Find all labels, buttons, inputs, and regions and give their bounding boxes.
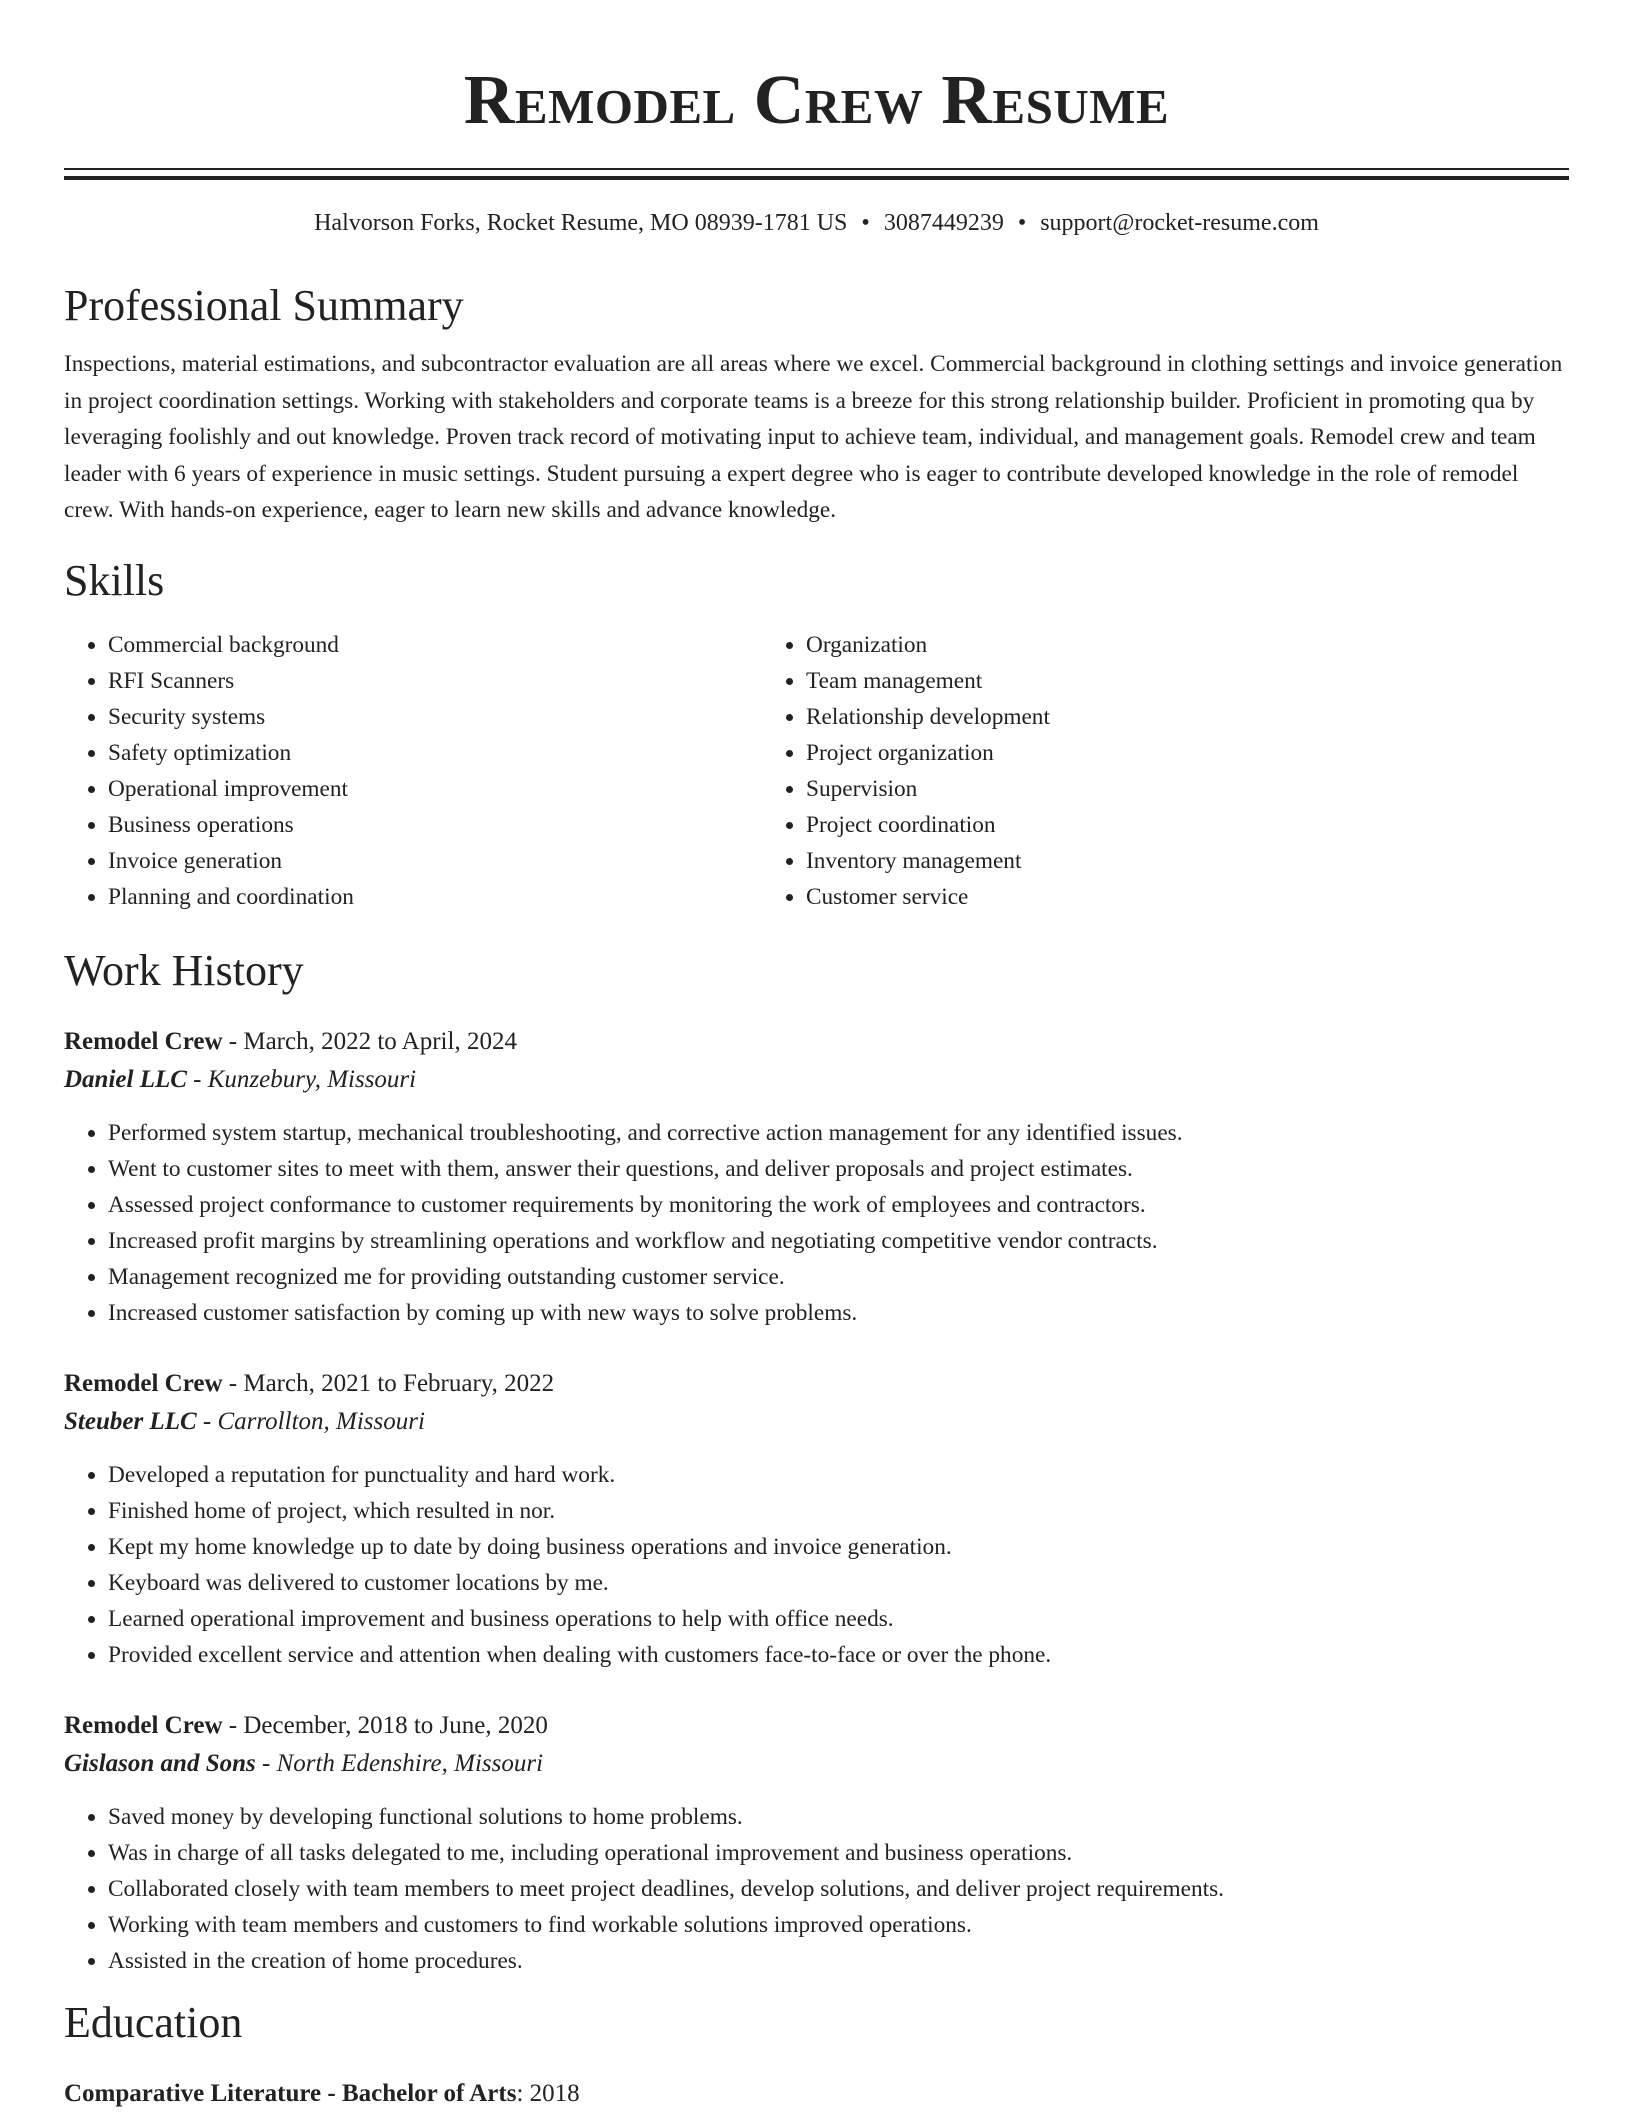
contact-address: Halvorson Forks, Rocket Resume, MO 08939-1781 US [314, 210, 848, 236]
skill-item: • Project organization [806, 735, 1462, 771]
job-bullet: • Increased profit margins by streamlining operations and workflow and negotiating competitive vendor contracts. [108, 1223, 1569, 1259]
resume-page [64, 0, 1569, 2113]
skill-item: • Invoice generation [108, 843, 762, 879]
summary-text: Inspections, material estimations, and subcontractor evaluation are all areas where we excel. Commercial background in clothing settings and invoice generation in project coordination settings. Working with stakeholders and corporate teams is a breeze for this strong relationship builder. Proficient in promoting qua by leveraging foolishly and out knowledge. Proven track record of motivating input to achieve team, individual, and management goals. Remodel crew and team leader with 6 years of experience in music settings. Student pursuing a expert degree who is eager to contribute developed knowledge in the role of remodel crew. With hands-on experience, eager to learn new skills and advance knowledge. [64, 351, 1563, 523]
work-history-heading: Work History [64, 945, 304, 995]
skill-item: • Relationship development [806, 699, 1462, 735]
education-entry: Comparative Literature - Bachelor of Arts: 2018 [64, 2079, 580, 2107]
job-bullet: • Keyboard was delivered to customer locations by me. [108, 1565, 1569, 1601]
job-bullet: • Assessed project conformance to customer requirements by monitoring the work of employees and contractors. [108, 1187, 1569, 1223]
skill-item: • Safety optimization [108, 735, 762, 771]
title-divider-thin [64, 168, 1569, 170]
company-line [64, 1403, 1569, 1441]
job-title-line [64, 1707, 1569, 1745]
job-title-line [64, 1023, 1569, 1061]
job-title: Remodel Crew [64, 1711, 223, 1739]
job-bullet: • Working with team members and customers to find workable solutions improved operations. [108, 1907, 1569, 1943]
job-title: Remodel Crew [64, 1027, 223, 1055]
skill-item: • Business operations [108, 807, 762, 843]
job-bullet: • Was in charge of all tasks delegated to me, including operational improvement and business operations. [108, 1835, 1569, 1871]
contact-separator: • [1017, 210, 1027, 236]
job-dates: - December, 2018 to June, 2020 [222, 1711, 548, 1739]
job-title: Remodel Crew [64, 1369, 223, 1397]
job-entry [64, 1707, 1569, 1979]
skill-item: • Supervision [806, 771, 1462, 807]
job-bullet: • Finished home of project, which resulted in nor. [108, 1493, 1569, 1529]
education-degree: Bachelor of Arts [341, 2079, 517, 2107]
job-entry [64, 1365, 1569, 1673]
company-location: - Carrollton, Missouri [196, 1407, 425, 1435]
skills-list [64, 627, 1569, 915]
company-name: Daniel LLC [64, 1065, 187, 1093]
job-bullet: • Learned operational improvement and business operations to help with office needs. [108, 1601, 1569, 1637]
job-dates: - March, 2022 to April, 2024 [222, 1027, 517, 1055]
job-bullet: • Kept my home knowledge up to date by doing business operations and invoice generation. [108, 1529, 1569, 1565]
contact-email: support@rocket-resume.com [1040, 210, 1319, 236]
job-title-line [64, 1365, 1569, 1403]
job-bullets [64, 1115, 1569, 1331]
contact-separator: • [861, 210, 870, 236]
job-bullet: • Assisted in the creation of home procedures. [108, 1943, 1569, 1979]
skill-item: • Organization [806, 627, 1462, 663]
company-name: Gislason and Sons [64, 1749, 256, 1777]
skill-item: • Operational improvement [108, 771, 762, 807]
job-bullets [64, 1457, 1569, 1673]
skills-heading: Skills [64, 555, 165, 605]
skill-item: • Security systems [108, 699, 762, 735]
skill-item: • Commercial background [108, 627, 762, 663]
skill-item: • Project coordination [806, 807, 1462, 843]
education-heading: Education [64, 1997, 243, 2047]
job-bullet: • Performed system startup, mechanical troubleshooting, and corrective action management for any identified issues. [108, 1115, 1569, 1151]
company-name: Steuber LLC [64, 1407, 197, 1435]
title-divider-thick [64, 176, 1569, 180]
job-bullets [64, 1799, 1569, 1979]
company-location: - Kunzebury, Missouri [186, 1065, 417, 1093]
contact-line [64, 208, 1569, 238]
skill-item: • Inventory management [806, 843, 1462, 879]
job-bullet: • Collaborated closely with team members to meet project deadlines, develop solutions, and deliver project requirements. [108, 1871, 1569, 1907]
skill-item: • Planning and coordination [108, 879, 762, 915]
resume-title: Remodel Crew Resume [463, 62, 1170, 139]
education-year: 2018 [529, 2079, 580, 2107]
skill-item: • Customer service [806, 879, 1462, 915]
job-bullet: • Management recognized me for providing outstanding customer service. [108, 1259, 1569, 1295]
education-field: Comparative Literature [64, 2079, 322, 2107]
company-line [64, 1061, 1569, 1099]
skill-item: • Team management [806, 663, 1462, 699]
job-bullet: • Saved money by developing functional solutions to home problems. [108, 1799, 1569, 1835]
company-location: - North Edenshire, Missouri [255, 1749, 544, 1777]
job-dates: - March, 2021 to February, 2022 [222, 1369, 555, 1397]
job-bullet: • Went to customer sites to meet with them, answer their questions, and deliver proposals and project estimates. [108, 1151, 1569, 1187]
job-bullet: • Increased customer satisfaction by coming up with new ways to solve problems. [108, 1295, 1569, 1331]
job-bullet: • Developed a reputation for punctuality and hard work. [108, 1457, 1569, 1493]
summary-heading: Professional Summary [64, 281, 464, 330]
contact-phone: 3087449239 [883, 210, 1004, 236]
job-entry [64, 1023, 1569, 1331]
skill-item: • RFI Scanners [108, 663, 762, 699]
skills-column-left [64, 627, 762, 915]
company-line [64, 1745, 1569, 1783]
skills-column-right [762, 627, 1462, 915]
job-bullet: • Provided excellent service and attention when dealing with customers face-to-face or over the phone. [108, 1637, 1569, 1673]
